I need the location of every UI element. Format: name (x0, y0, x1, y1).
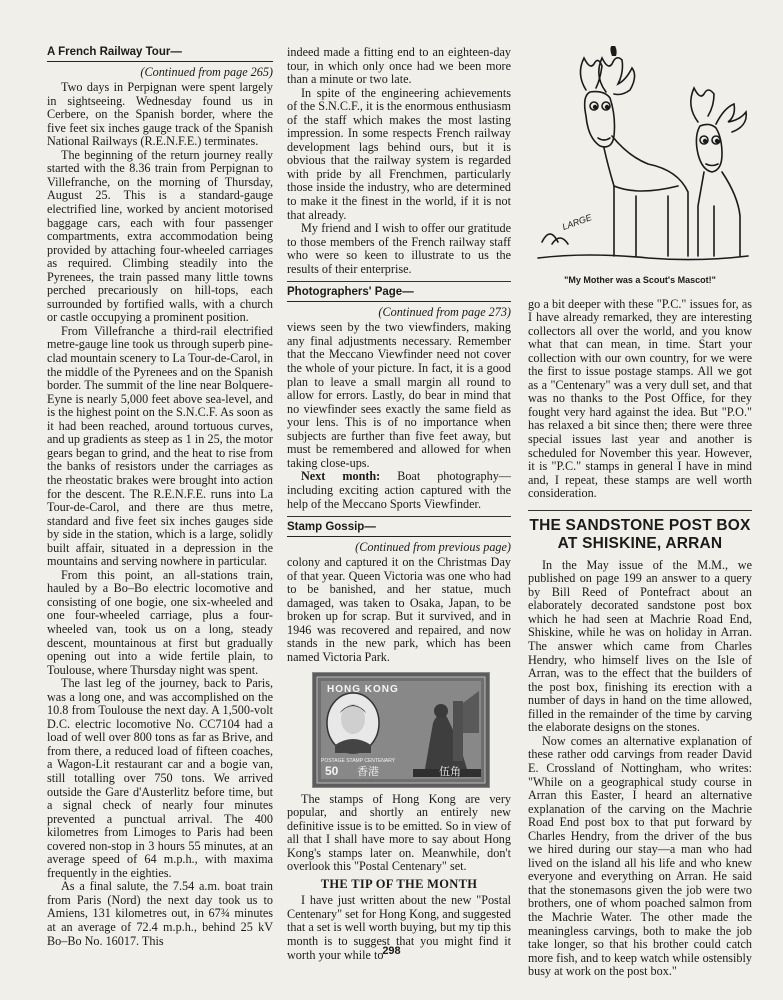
railway-heading: A French Railway Tour— (47, 46, 182, 58)
stamp-gossip-heading: Stamp Gossip— (287, 521, 376, 534)
cartoon-caption: "My Mother was a Scout's Mascot!" (564, 275, 716, 285)
hong-kong-stamp (313, 673, 489, 787)
postbox-title (528, 517, 752, 553)
paragraph: The stamps of Hong Kong are very popular, and shortly an entirely new definitive issue is to be emitted. So in view of all that I shall have more to say about Hong Kong's stamps later on. Meanwhile, don't overlook this "Postal Centenary" set. (287, 791, 511, 874)
paragraph: I have just written about the new "Postal Centenary" set for Hong Kong, and suggested that a set is well worth buying, but my tip this month is to suggest that you might find it worth your while to (287, 893, 511, 962)
tip-heading: THE TIP OF THE MONTH (320, 876, 478, 891)
stamp-gossip-continued: (Continued from previous page) (355, 539, 511, 554)
paragraph: Now comes an alternative explanation of these rather odd carvings from reader David E. Crossland of Nottingham, who writes: "While on a geographical study course in Arran this Easter, I heard an alternative explanation of the carving on the Machrie Road End post box to that put forward by Charles Hendry, from the driver of the bus we hired during our stay—a man who had lived on the island all his life and who knew everyone and everything on Arran. He said that the stonemasons given the job were two brothers, one of whom poached salmon from the Machrie Water. The other made the meaningless carvings, both to make the job take longer, so that his brother could catch more fish, and to keep watch while ostensibly busy at work on the post box." (528, 733, 752, 979)
moose-cartoon-illustration (528, 46, 752, 272)
stamp-chinese-left: 香港 (357, 764, 379, 778)
stamp-value: 50 (325, 763, 339, 778)
column-2 (287, 46, 511, 962)
heading-rule (47, 61, 273, 62)
section-divider (528, 510, 752, 511)
railway-continued: (Continued from page 265) (140, 64, 273, 79)
paragraph: In spite of the engineering achievements of the S.N.C.F., it is the enormous enthusiasm of the staff which makes the most lasting impression. In some respects French railway development lags behind ours, but it is obvious that the railway system is regarded with pride by all Frenchmen, particularly those inside the industry, who are determined to make it the finest in the world, if it is not that already. (287, 85, 511, 222)
heading-rule (287, 536, 511, 537)
paragraph: indeed made a fitting end to an eighteen-day tour, in which only once had we been more than a minute or two late. (287, 45, 511, 87)
paragraph: colony and captured it on the Christmas Day of that year. Queen Victoria was one who had to be banished, and her statue, much damaged, was taken to Osaka, Japan, to be broken up for scrap. But it survived, and in 1946 was recovered and repaired, and now stands in the new park, which has been named Victoria Park. (287, 555, 511, 664)
next-month-label: Next month: (301, 469, 381, 484)
paragraph: From this point, an all-stations train, hauled by a Bo–Bo electric locomotive and consisting of one bogie, one six-wheeled and one four-wheeled carriage, plus a four-wheeled van, took us on a long, steady descent, mountainous at first but gradually opening out into a wide fertile plain, to Toulouse, where Thursday night was spent. (47, 567, 273, 677)
paragraph: The beginning of the return journey really started with the 8.36 train from Perpignan to Villefranche, on the morning of Thursday, August 25. This is a standard-gauge electrified line, worked by ancient motorised baggage cars, each with four passenger compartments, extra accommodation being provided by attaching four-wheeled carriages as required. Climbing steadily into the Pyrenees, the train passed many little towns perched precariously on hill-tops, each surrounded by fortified walls, with a church or castle occupying a prominent position. (47, 147, 273, 325)
next-month-paragraph (287, 470, 511, 511)
photographers-heading: Photographers' Page— (287, 286, 414, 299)
cartoon-signature: LARGE (560, 212, 594, 232)
cartoon (528, 46, 752, 272)
paragraph: From Villefranche a third-rail electrified metre-gauge line took us through superb pine-clad mountain scenery to La Tour-de-Carol, in the middle of the Pyrenees and on the Spanish border. The summit of the line near Bolquere-Eyne is nearly 5,000 feet above sea-level, and is the highest point on the S.N.C.F. As soon as it had been reached, around tortuous curves, and up gradients as steep as 1 in 25, the motor gears began to grind, and the heat to rise from the banks of resistors under the carriages as the rheostatic brakes were brought into action for the descent. The R.E.N.F.E. runs into La Tour-de-Carol, and there are thus metre, standard and five feet six inches gauges side by side in the station, which is a large, solidly built affair, situated in a depression in the mountains and serving nowhere in particular. (47, 323, 273, 569)
paragraph: My friend and I wish to offer our gratitude to those members of the French railway staff who were so keen to illustrate to us the results of their enterprise. (287, 221, 511, 276)
section-divider (287, 516, 511, 517)
paragraph: views seen by the two viewfinders, making any final adjustments necessary. Remember that the Meccano Viewfinder need not cover the whole of your picture. In fact, it is a good plan to leave a small margin all round to allow for errors. Lastly, do bear in mind that no viewfinder sees exactly the same field as your lens. This is of no importance when subjects are further than five feet away, but must be remembered and allowed for when taking close-ups. (287, 320, 511, 470)
heading-rule (287, 301, 511, 302)
stamp-chinese-right: 伍角 (439, 764, 461, 778)
next-month-text: Boat photography—including exciting action captured with the help of the Meccano Sports Viewfinder. (287, 469, 511, 511)
page-number: 298 (382, 945, 401, 957)
postbox-title-line-2: AT SHISKINE, ARRAN (557, 534, 723, 552)
paragraph: As a final salute, the 7.54 a.m. boat train from Paris (Nord) the next day took us to Amiens, 131 kilometres out, in 67¾ minutes at an average of 72.4 m.p.h., behind 25 kV Bo–Bo No. 16017. This (47, 879, 273, 948)
paragraph: Two days in Perpignan were spent largely in sightseeing. Wednesday found us in Cerbere, on the Spanish border, where the five feet six inches gauge track of the Spanish National Railways (R.E.N.F.E.) terminates. (47, 80, 273, 149)
photographers-continued: (Continued from page 273) (378, 304, 511, 319)
paragraph: go a bit deeper with these "P.C." issues for, as I have already remarked, they are interesting collectors all over the world, and you know what that can mean, in time. Start your collection with our own country, for we were the first to issue postage stamps. All we got as a "Centenary" was a very dull set, and that was no thanks to the Post Office, for they fought very hard against the idea. But "P.O." has relaxed a bit since then; there were three special issues last year and another is scheduled for November this year. However, it is "P.C." stamps in general I have in mind and, I repeat, these stamps are well worth consideration. (528, 296, 752, 501)
stamp-country: HONG KONG (327, 683, 399, 695)
stamp-centenary-text: POSTAGE STAMP CENTENARY (321, 757, 396, 764)
section-divider (287, 281, 511, 282)
paragraph: The last leg of the journey, back to Paris, was a long one, and was accomplished on the 10.8 from Toulouse the next day. A 1,500-volt D.C. electric locomotive No. CC7104 had a load of well over 800 tons as far as Brive, and from there, a reduced load of fifteen coaches, a Wagon-Lit restaurant car and a bogie van, still totalling over 750 tons. We arrived outside the Gare d'Austerlitz before time, but a signal check of nearly four minutes prevented a punctual arrival. The 400 kilometres from Limoges to Paris had been covered non-stop in 3 hours 55 minutes, at an average speed of 64 m.p.h., with maxima frequently in the eighties. (47, 676, 273, 880)
column-1 (47, 46, 273, 948)
column-3 (528, 46, 752, 979)
paragraph: In the May issue of the M.M., we published on page 199 an answer to a query by Bill Reed of Pontefract about an elaborately decorated sandstone post box which he had seen at Machrie Road End, Shiskine, while he was on holiday in Arran. The answer which came from Charles Hendry, who himself lives on the Isle of Arran, was to the effect that the builders of the post box, finishing its erection with a number of days in hand on the time allowed, filled in the remainder of the time by carving the elaborate designs on the stones. (528, 557, 752, 735)
postbox-title-line-1: THE SANDSTONE POST BOX (529, 516, 751, 534)
